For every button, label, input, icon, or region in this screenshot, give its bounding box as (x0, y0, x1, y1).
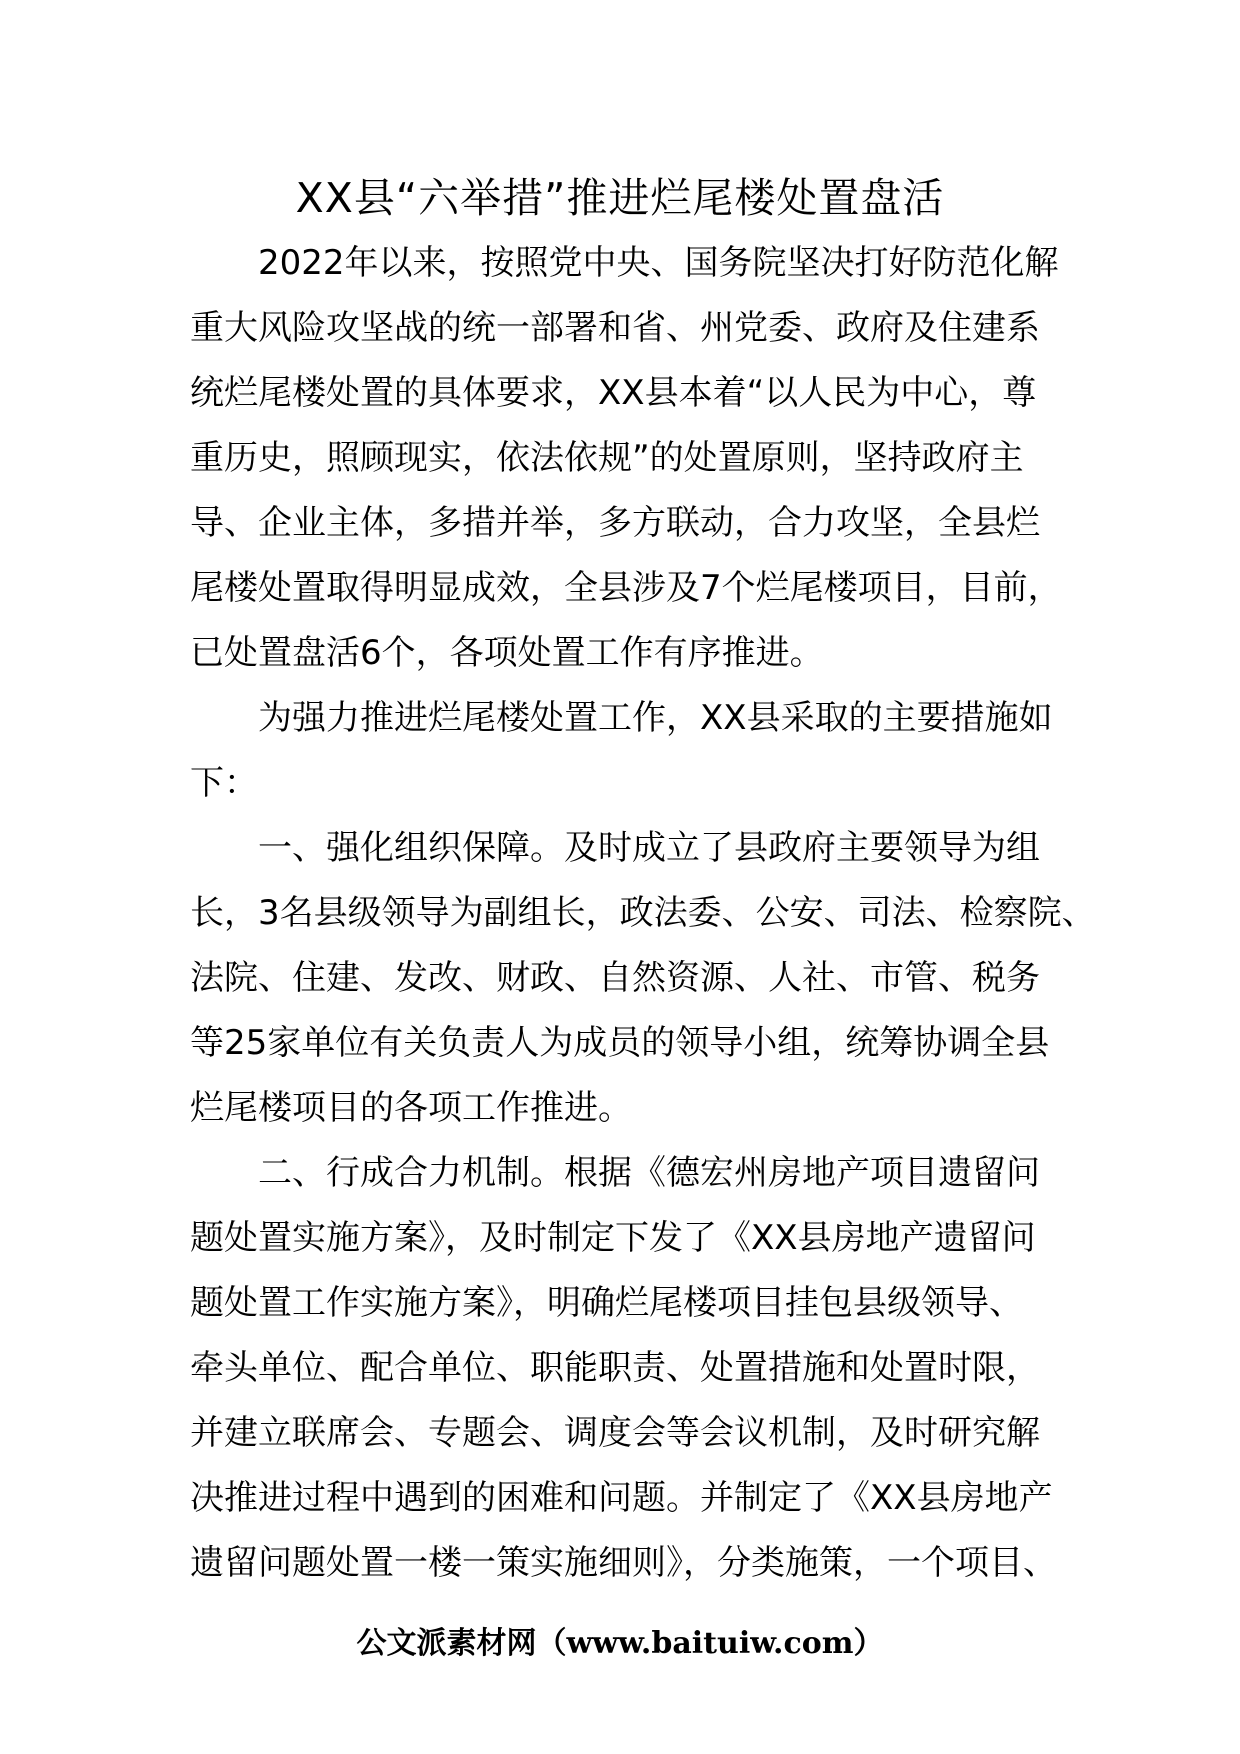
text-line: 为强力推进烂尾楼处置工作，XX县采取的主要措施如 (258, 698, 1053, 738)
text-line: 二、行成合力机制。根据《德宏州房地产项目遗留问 (258, 1153, 1040, 1193)
text-line: 尾楼处置取得明显成效，全县涉及7个烂尾楼项目，目前， (190, 568, 1062, 608)
text-line: 烂尾楼项目的各项工作推进。 (190, 1088, 632, 1128)
text-line: 一、强化组织保障。及时成立了县政府主要领导为组 (258, 828, 1040, 868)
paragraph-measures-intro (190, 686, 1070, 816)
paragraph-section-1 (190, 816, 1096, 1141)
text-line: 已处置盘活6个，各项处置工作有序推进。 (190, 633, 824, 673)
text-line: 遗留问题处置一楼一策实施细则》，分类施策，一个项目、 (190, 1543, 1057, 1583)
paragraph-intro (190, 231, 1070, 686)
text-line: 题处置实施方案》，及时制定下发了《XX县房地产遗留问 (190, 1218, 1036, 1258)
text-line: 重大风险攻坚战的统一部署和省、州党委、政府及住建系 (190, 308, 1040, 348)
paragraph-section-2 (190, 1141, 1070, 1596)
text-line: 2022年以来，按照党中央、国务院坚决打好防范化解 (258, 243, 1059, 283)
text-line: 重历史，照顾现实，依法依规”的处置原则，坚持政府主 (190, 438, 1024, 478)
text-line: 决推进过程中遇到的困难和问题。并制定了《XX县房地产 (190, 1478, 1053, 1518)
text-line: 并建立联席会、专题会、调度会等会议机制，及时研究解 (190, 1413, 1040, 1453)
document-title: XX县“六举措”推进烂尾楼处置盘活 (295, 174, 945, 222)
document-body (190, 231, 1096, 1596)
footer-watermark: 公文派素材网（www.baituiw.com） (356, 1626, 884, 1661)
text-line: 等25家单位有关负责人为成员的领导小组，统筹协调全县 (190, 1023, 1050, 1063)
text-line: 统烂尾楼处置的具体要求，XX县本着“以人民为中心，尊 (190, 373, 1037, 413)
text-line: 长，3名县级领导为副组长，政法委、公安、司法、检察院、 (190, 893, 1096, 933)
text-line: 导、企业主体，多措并举，多方联动，合力攻坚，全县烂 (190, 503, 1040, 543)
text-line: 题处置工作实施方案》，明确烂尾楼项目挂包县级领导、 (190, 1283, 1023, 1323)
text-line: 牵头单位、配合单位、职能职责、处置措施和处置时限， (190, 1348, 1040, 1388)
text-line: 下： (190, 763, 258, 803)
text-line: 法院、住建、发改、财政、自然资源、人社、市管、税务 (190, 958, 1040, 998)
